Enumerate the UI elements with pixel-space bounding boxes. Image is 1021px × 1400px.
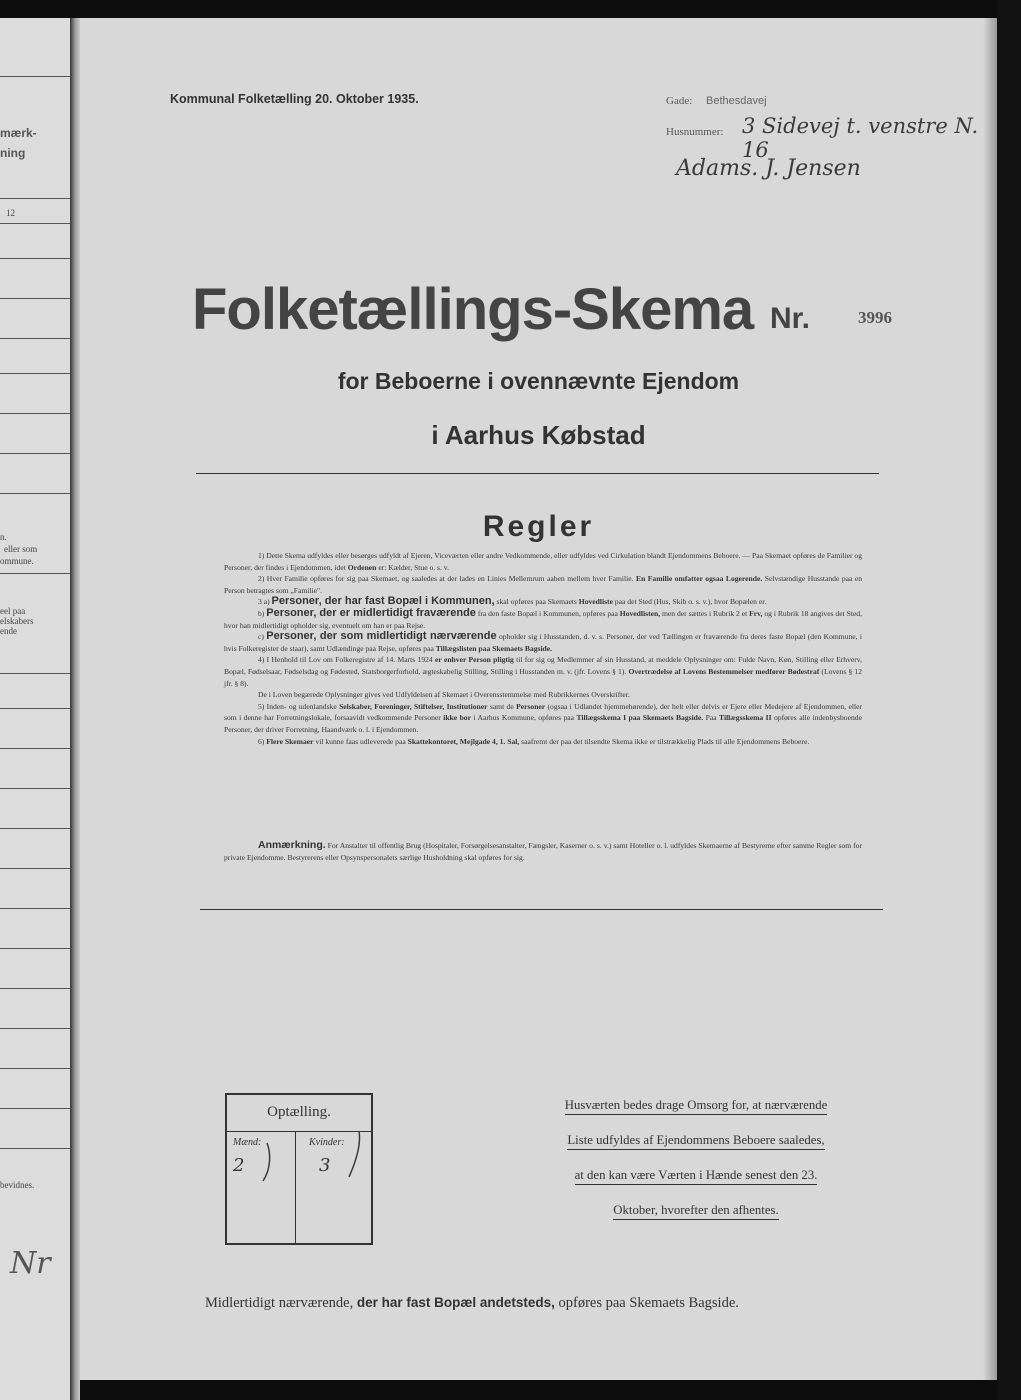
divider-bottom: [200, 909, 883, 910]
ruled-line: [0, 908, 70, 909]
rule-6: 6) Flere Skemaer vil kunne faas udleverede paa Skattekontoret, Mejlgade 4, 1. Sal, saafremt der paa det tilsendte Skema ikke er tilstrækkelig Plads til alle Ejendommens Beboere.: [258, 736, 810, 746]
rules-body: [224, 550, 862, 747]
ruled-line: [0, 198, 70, 199]
form-subtitle-1: for Beboerne i ovennævnte Ejendom: [337, 368, 740, 394]
form-subtitle-2: i Aarhus Købstad: [431, 420, 646, 450]
ruled-line: [0, 573, 70, 574]
ruled-line: [0, 708, 70, 709]
annotation-label: Anmærkning.: [258, 839, 326, 851]
ruled-line: [0, 868, 70, 869]
rule-3c: c) Personer, der som midlertidigt nærværende opholder sig i Husstanden, d. v. s. Personer, der ved Tællingen er fraværende fra deres faste Bopæl (den Kommune, i hvis Folkeregister de staar), samt Udlændinge paa Rejse, opføres paa Tillægslisten paa Skemaets Bagside.: [224, 630, 862, 653]
women-count: 3: [319, 1155, 331, 1176]
census-form-page: [80, 18, 997, 1380]
ruled-line: [0, 223, 70, 224]
ruled-line: [0, 76, 70, 77]
form-number-label: Nr.: [770, 302, 811, 335]
signature-handwritten: Adams. J. Jensen: [676, 156, 861, 181]
page-edge-shadow: [983, 18, 997, 1380]
ruled-line: [0, 988, 70, 989]
left-adjoining-page: [0, 18, 76, 1400]
men-label: Mænd:: [233, 1137, 262, 1148]
book-spine: [70, 18, 80, 1400]
ruled-line: [0, 788, 70, 789]
notice-line-1: Husværten bedes drage Omsorg for, at nærværende: [526, 1098, 866, 1113]
count-box: [225, 1093, 373, 1245]
ruled-line: [0, 373, 70, 374]
margin-fragment: ende: [0, 626, 17, 636]
notice-line-3: at den kan være Værten i Hænde senest den 23.: [526, 1168, 866, 1183]
ruled-line: [0, 413, 70, 414]
ruled-line: [0, 748, 70, 749]
rule-4-note: De i Loven begærede Oplysninger gives ved Udfyldelsen af Skemaet i Overensstemmelse med Rubrikkernes Overskrifter.: [258, 690, 630, 700]
ruled-line: [0, 258, 70, 259]
margin-fragment: ning: [0, 146, 26, 160]
notice-line-4: Oktober, hvorefter den afhentes.: [526, 1203, 866, 1218]
rule-4: 4) I Henhold til Lov om Folkeregistre af 14. Marts 1924 er enhver Person pligtig til for sig og Medlemmer af sin Husstand, at meddele Oplysninger om: Fulde Navn, Køn, Stilling eller Erhverv, Bopæl, Fødselsaar, Fødselsdag og Fødested, Statsborgerforhold, ægteskabelig Stilling, Stilling i Husstanden m. v. (jfr. Lovens § 1). Overtrædelse af Lovens Bestemmelser medfører Bødestraf (Lovens § 12 jfr. § 8).: [224, 655, 862, 688]
street-label: Gade:: [666, 95, 693, 107]
notice-line-2: Liste udfyldes af Ejendommens Beboere saaledes,: [526, 1133, 866, 1148]
rule-3a: 3 a) Personer, der har fast Bopæl i Kommunen, skal opføres paa Skemaets Hovedliste paa det Sted (Hus, Skib o. s. v.), hvor Bopælen er.: [258, 595, 767, 608]
margin-fragment: bevidnes.: [0, 1180, 35, 1190]
rule-2: 2) Hver Familie opføres for sig paa Skemaet, og saaledes at der lades en Linies Mellemrum aaben mellem hver Familie. En Familie omfatter ogsaa Logerende. Selvstændige Husstande paa en Person betragtes som „Familie".: [224, 574, 862, 595]
rules-heading: Regler: [482, 510, 595, 543]
scan-border: [997, 0, 1021, 1400]
ruled-line: [0, 338, 70, 339]
ruled-line: [0, 1068, 70, 1069]
form-title: Folketællings-Skema: [192, 277, 754, 342]
tick-marks: [227, 1095, 371, 1243]
rule-1: 1) Dette Skema udfyldes eller besørges udfyldt af Ejeren, Viceværten eller andre Vedkommende, eller udfyldes ved Cirkulation blandt Ejendommens Beboere. — Paa Skemaet opføres de Familier og Personer, der findes i Ejendommen, idet Ordenen er: Kælder, Stue o. s. v.: [224, 551, 862, 572]
form-number-value: 3996: [858, 308, 892, 327]
divider-top: [196, 473, 879, 474]
men-count: 2: [233, 1155, 245, 1176]
annotation-text: For Anstalter til offentlig Brug (Hospitaler, Forsørgelsesanstalter, Fængsler, Kaserner o. s. v.) samt Hoteller o. l. udfyldes Skemaerne af Bestyrerne efter samme Regler som for private Ejendomme. Bestyrerens eller Opsynspersonalets særlige Husholdning skal opføres for sig.: [224, 841, 862, 862]
margin-fragment: ommune.: [0, 556, 34, 566]
rule-3b: b) Personer, der er midlertidigt fraværende fra den faste Bopæl i Kommunen, opføres paa Hovedlisten, men der sættes i Rubrik 2 et Frv, og i Rubrik 18 angives det Sted, hvor han midlertidigt opholder sig, eventuelt om han er paa Rejse.: [224, 606, 862, 630]
margin-fragment: eel paa: [0, 606, 26, 616]
count-box-title: Optælling.: [267, 1104, 331, 1120]
margin-fragment: eller som: [4, 544, 38, 554]
ruled-line: [0, 1028, 70, 1029]
ruled-line: [0, 948, 70, 949]
rule-5: 5) Inden- og udenlandske Selskaber, Foreninger, Stiftelser, Institutioner samt de Personer (ogsaa i Udlandet hjemmehørende), der helt eller delvis er Ejere eller Medejere af Ejendommen, eller som i denne har Forretningslokale, forsaavidt vedkommende Personer ikke bor i Aarhus Kommune, opføres paa Tillægsskema I paa Skemaets Bagside. Paa Tillægsskema II opføres alle indenbysboende Personer, der driver Forretning, Haandværk o. l. i Ejendommen.: [224, 701, 862, 734]
ruled-line: [0, 1148, 70, 1149]
margin-fragment: mærk-: [0, 126, 37, 140]
census-header: Kommunal Folketælling 20. Oktober 1935.: [170, 92, 419, 106]
house-number-label: Husnummer:: [666, 126, 724, 138]
bottom-instruction: Midlertidigt nærværende, der har fast Bopæl andetsteds, opføres paa Skemaets Bagside.: [205, 1295, 739, 1311]
margin-fragment: n.: [0, 532, 7, 542]
annotation-note: [224, 840, 862, 863]
ruled-line: [0, 1108, 70, 1109]
ruled-line: [0, 453, 70, 454]
ruled-line: [0, 298, 70, 299]
margin-handwriting: Nr: [10, 1246, 51, 1281]
margin-fragment: elskabers: [0, 616, 34, 626]
house-number-handwritten: 3 Sidevej t. venstre N. 16: [742, 114, 979, 162]
margin-fragment: 12: [6, 208, 15, 218]
ruled-line: [0, 673, 70, 674]
street-value: Bethesdavej: [706, 95, 767, 107]
women-label: Kvinder:: [309, 1137, 345, 1148]
ruled-line: [0, 828, 70, 829]
ruled-line: [0, 493, 70, 494]
